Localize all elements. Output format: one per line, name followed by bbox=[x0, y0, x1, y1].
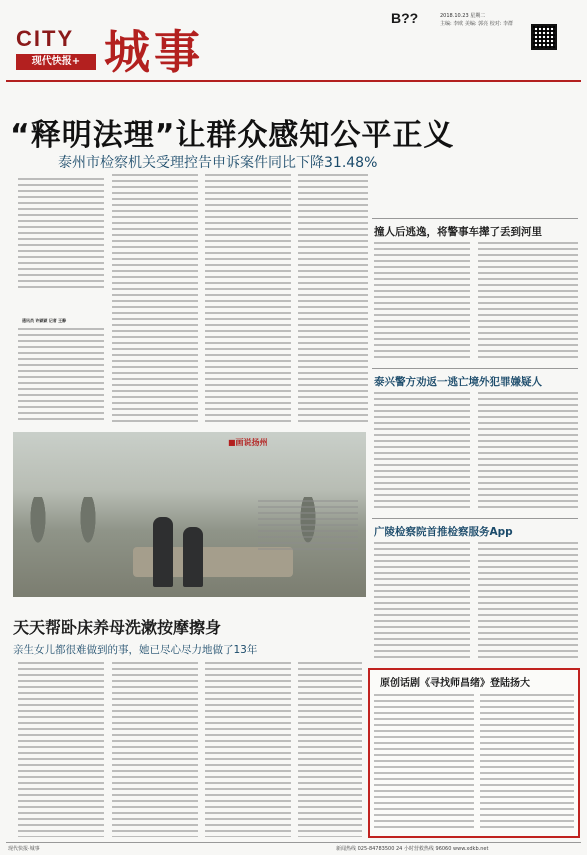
editor-credits: 主编: 李欧 美编: 郭亮 校对: 李群 bbox=[440, 21, 514, 27]
story2-col-1 bbox=[374, 392, 470, 512]
story2-col-2 bbox=[478, 392, 578, 512]
masthead-city: CITY bbox=[16, 26, 75, 51]
photo-tree bbox=[23, 497, 53, 567]
lead-text-col-3 bbox=[205, 174, 291, 424]
story1-col-1 bbox=[374, 242, 470, 362]
photo-person bbox=[183, 527, 203, 587]
story1-col-2 bbox=[478, 242, 578, 362]
lead-subhead: 泰州市检察机关受理控告申诉案件同比下降31.48% bbox=[58, 155, 378, 171]
section-title: 城事 bbox=[104, 25, 204, 79]
boxed-col-2 bbox=[480, 694, 574, 832]
story3-col-2 bbox=[478, 542, 578, 660]
feature-col-1 bbox=[18, 662, 104, 837]
lead-headline: “释明法理”让群众感知公平正义 bbox=[10, 118, 455, 153]
lead-byline: 通讯员 许颖颖 记者 王静 bbox=[22, 318, 67, 323]
right-divider-3 bbox=[372, 518, 578, 519]
masthead bbox=[6, 6, 581, 79]
photo-tree bbox=[73, 497, 103, 567]
paper-badge: 现代快报+ bbox=[16, 54, 96, 70]
lead-text-col-1 bbox=[18, 178, 104, 288]
footer-left: 现代快报·城事 bbox=[8, 846, 40, 852]
page-footer bbox=[6, 842, 581, 852]
lead-text-col-1b bbox=[18, 328, 104, 423]
right-divider-1 bbox=[372, 218, 578, 219]
dateline: 2018.10.23 星期二 bbox=[440, 13, 486, 19]
story-headline-3: 广陵检察院首推检察服务App bbox=[374, 526, 513, 538]
story-headline-2: 泰兴警方劝返一逃亡境外犯罪嫌疑人 bbox=[374, 376, 542, 388]
lead-text-col-2 bbox=[112, 174, 198, 424]
right-divider-2 bbox=[372, 368, 578, 369]
story3-col-1 bbox=[374, 542, 470, 660]
page-number: B?? bbox=[391, 10, 419, 26]
footer-right: 新闻热线 025-84783500 24 小时营救热线 96060 www.xdkb.net bbox=[336, 846, 489, 852]
masthead-rule bbox=[6, 80, 581, 82]
feature-col-4 bbox=[298, 662, 362, 837]
photo-section-tag: ■画说扬州 bbox=[228, 438, 268, 447]
boxed-col-1 bbox=[374, 694, 474, 832]
photo-caption-text bbox=[258, 500, 358, 552]
feature-col-2 bbox=[112, 662, 198, 837]
lead-text-col-4 bbox=[298, 174, 368, 424]
feature-subhead: 亲生女儿都很难做到的事，她已尽心尽力地做了13年 bbox=[13, 644, 258, 656]
photo-person bbox=[153, 517, 173, 587]
qr-code-icon bbox=[531, 24, 557, 50]
boxed-story-headline: 原创话剧《寻找师昌绪》登陆扬大 bbox=[380, 678, 530, 689]
feature-col-3 bbox=[205, 662, 291, 837]
feature-headline: 天天帮卧床养母洗漱按摩擦身 bbox=[13, 618, 222, 637]
story-headline-1: 撞人后逃逸，将警事车撵了丢到河里 bbox=[374, 226, 542, 238]
